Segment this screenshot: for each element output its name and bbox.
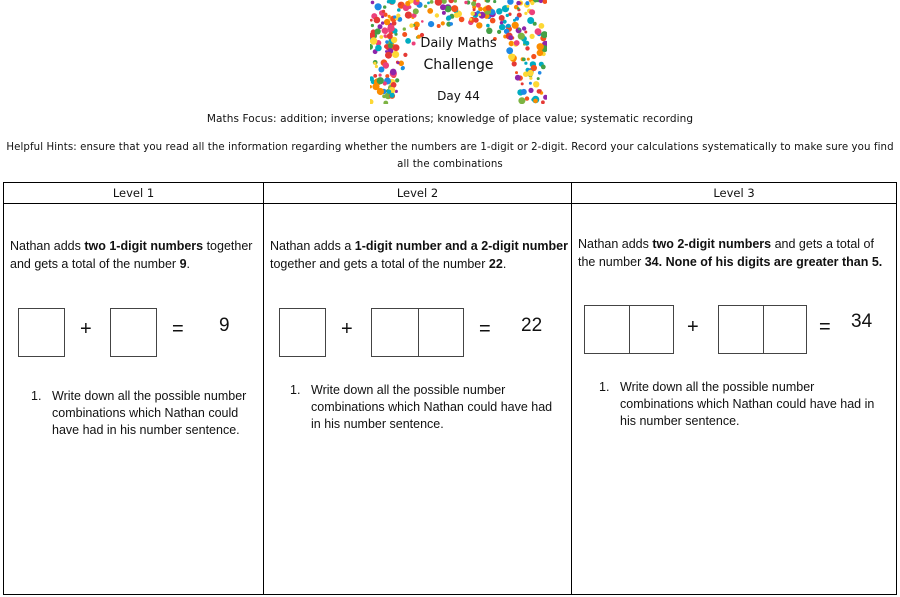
challenge-banner [370,0,547,104]
confetti-dot [403,27,406,30]
task-number: 1. [290,383,301,397]
confetti-dot [388,15,391,18]
confetti-dot [414,26,418,30]
confetti-dot [437,24,441,28]
task-text: Write down all the possible number combinations which Nathan could have had in his number sentence. [52,389,247,437]
confetti-dot [478,13,481,16]
confetti-dot [435,0,442,6]
confetti-dot [529,82,532,85]
level-1-problem: Nathan adds two 1-digit numbers together and gets a total of the number 9. [10,239,253,271]
equals-sign: = [479,318,491,340]
confetti-dot [441,0,446,4]
confetti-dot [451,5,458,12]
total-value: 9 [219,315,230,336]
confetti-dot [448,0,454,3]
confetti-dot [499,24,505,30]
confetti-dot [529,9,535,15]
confetti-dot [507,5,510,8]
equals-sign: = [819,316,831,338]
confetti-dot [543,0,548,4]
plus-sign: + [687,316,699,338]
confetti-dot [497,30,501,34]
confetti-dot [507,0,513,5]
confetti-dot [533,81,539,87]
confetti-dot [530,1,534,5]
confetti-dot [428,21,434,27]
answer-box-2digit-2[interactable] [718,305,807,354]
level-1-column [4,183,264,594]
level-3-problem: Nathan adds two 2-digit numbers and gets a total of the number 34. None of his digits are greater than 5. [578,237,883,269]
confetti-dot [512,22,519,29]
confetti-dot [524,12,527,15]
level-3-heading: Level 3 [572,183,896,204]
confetti-dot [440,4,446,10]
confetti-dot [515,75,521,81]
banner-title-line1: Daily Maths [420,36,497,51]
equals-sign: = [172,318,184,340]
confetti-dot [441,21,445,25]
confetti-dot [377,77,384,84]
confetti-dot [405,12,412,19]
confetti-dot [459,17,465,23]
confetti-dot [537,77,540,80]
task-number: 1. [31,389,42,403]
confetti-dot [506,14,509,17]
confetti-dot [473,8,476,11]
confetti-dot [516,1,520,5]
confetti-dot [370,85,372,88]
confetti-dot [379,74,382,77]
confetti-dot [476,3,481,8]
level-2-column [264,183,572,594]
task-number: 1. [599,380,610,394]
confetti-dot [476,22,482,28]
total-value: 34 [851,311,873,332]
confetti-dot [522,26,526,30]
confetti-dot [449,22,453,26]
maths-focus: Maths Focus: addition; inverse operations; knowledge of place value; systematic recording [206,113,694,125]
answer-box-2digit[interactable] [371,308,464,357]
confetti-dot [405,1,410,6]
level-2-heading: Level 2 [264,183,571,204]
level-2-problem: Nathan adds a 1-digit number and a 2-digit number together and gets a total of the number 22. [270,239,568,271]
confetti-dot [373,74,377,78]
confetti-dot [375,28,381,34]
confetti-dot [527,17,534,24]
answer-box-1[interactable] [18,308,65,357]
confetti-dot [398,2,401,5]
confetti-dot [435,13,439,17]
confetti-dot [471,11,475,15]
confetti-dot [383,5,386,8]
plus-sign: + [341,318,353,340]
answer-box-2digit-1[interactable] [584,305,674,354]
confetti-dot [469,18,472,21]
confetti-dot [427,2,430,5]
confetti-dot [374,17,381,24]
task-text: Write down all the possible number combinations which Nathan could have had in his number sentence. [620,380,875,428]
confetti-dot [499,15,505,21]
answer-box-1[interactable] [279,308,326,357]
confetti-dot [388,30,391,33]
confetti-dot [493,0,496,3]
confetti-dot [446,16,451,21]
confetti-dot [486,24,490,28]
confetti-dot [485,0,490,3]
level-1-heading: Level 1 [4,183,263,204]
confetti-dot [413,8,419,14]
confetti-dot [454,12,460,18]
confetti-dot [464,1,467,4]
confetti-dot [454,0,457,3]
confetti-dot [382,10,385,13]
confetti-dot [375,3,382,10]
confetti-dot [382,27,388,33]
confetti-dot [421,20,424,23]
confetti-dot [535,28,542,35]
banner-title-line2: Challenge [423,57,494,73]
confetti-dot [490,18,496,24]
answer-box-2[interactable] [110,308,157,357]
confetti-dot [430,0,434,4]
confetti-dot [471,1,476,6]
confetti-dot [517,7,520,10]
confetti-dot [371,24,374,27]
confetti-dot [424,5,427,8]
day-label: Day 44 [437,89,480,103]
confetti-dot [507,25,510,28]
confetti-dot [486,5,492,11]
confetti-dot [397,8,401,12]
confetti-dot [442,11,446,15]
confetti-dot [409,23,413,27]
confetti-dot [521,82,524,85]
helpful-hints: Helpful Hints: ensure that you read all the information regarding whether the numbers are 1-digit or 2-digit. Record your calculations systematically to make sure you find all the combinations [6,142,894,170]
confetti-dot [385,74,389,78]
confetti-dot [474,18,479,23]
confetti-dot [500,21,503,24]
confetti-dot [486,28,492,34]
total-value: 22 [521,315,543,336]
confetti-dot [529,77,532,80]
confetti-dot [371,1,375,5]
task-text: Write down all the possible number combinations which Nathan could have had in his number sentence. [311,383,553,431]
confetti-dot [525,1,529,5]
confetti-dot [370,19,373,22]
confetti-dot [496,8,502,14]
plus-sign: + [80,318,92,340]
confetti-dot [513,19,516,22]
confetti-dot [393,15,396,18]
confetti-dot [396,14,400,18]
confetti-dot [539,23,545,29]
confetti-dot [524,31,527,34]
levels-table [3,182,897,595]
level-3-column [572,183,896,594]
confetti-dot [518,28,521,31]
confetti-dot [427,8,433,14]
confetti-dot [381,21,384,24]
confetti-dot [395,78,399,82]
